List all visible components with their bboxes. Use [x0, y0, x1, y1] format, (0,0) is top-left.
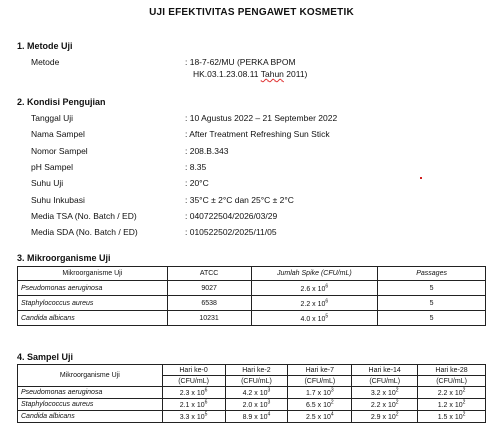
organism-cell: Candida albicans [18, 311, 168, 326]
col-header-spike: Jumlah Spike (CFU/mL) [251, 267, 378, 281]
count-cell [418, 399, 486, 411]
count-cell [225, 387, 288, 399]
table-row [18, 387, 486, 399]
count-cell [162, 411, 225, 423]
col-header-unit: (CFU/mL) [418, 376, 486, 387]
metode-value: : 18-7-62/MU (PERKA BPOM [185, 57, 296, 67]
exponent: 2 [462, 387, 466, 394]
count-cell [162, 399, 225, 411]
kondisi-value: : 208.B.343 [185, 145, 229, 156]
kondisi-value: : 35°C ± 2°C dan 25°C ± 2°C [185, 194, 294, 205]
exponent: 3 [267, 387, 271, 394]
exponent: 4 [330, 411, 334, 418]
exponent: 3 [330, 387, 334, 394]
organism-cell: Pseudomonas aeruginosa [18, 387, 163, 399]
col-header-day: Hari ke-2 [225, 365, 288, 376]
microorganism-table [17, 266, 486, 326]
col-header-day: Hari ke-7 [288, 365, 352, 376]
exponent: 5 [325, 313, 329, 320]
section-1-heading: 1. Metode Uji [17, 41, 73, 51]
exponent: 2 [462, 399, 466, 406]
kondisi-value: : 10 Agustus 2022 – 21 September 2022 [185, 113, 338, 123]
spike-cell [251, 281, 378, 296]
count-cell [288, 387, 352, 399]
col-header-unit: (CFU/mL) [288, 376, 352, 387]
kondisi-label: Nama Sampel [31, 129, 85, 140]
count-cell [225, 411, 288, 423]
exponent: 6 [325, 298, 329, 305]
col-header-day: Hari ke-14 [352, 365, 418, 376]
spike-value: 2.6 x $10^6$ [300, 283, 329, 293]
count-value: 2.9 x $10^2$ [370, 411, 399, 422]
count-cell [418, 387, 486, 399]
spike-cell [251, 311, 378, 326]
count-cell [288, 399, 352, 411]
count-cell [352, 387, 418, 399]
exponent: 2 [462, 411, 466, 418]
col-header-organism: Mikroorganisme Uji [18, 365, 163, 387]
col-header-organism: Mikroorganisme Uji [18, 267, 168, 281]
count-value: 3.2 x $10^2$ [370, 387, 399, 398]
count-value: 1.2 x $10^2$ [437, 399, 466, 410]
table-row [18, 311, 486, 326]
table-row [18, 296, 486, 311]
kondisi-label: Suhu Uji [31, 178, 64, 189]
atcc-cell: 10231 [167, 311, 251, 326]
spike-cell [251, 296, 378, 311]
count-value: 2.3 x $10^6$ [179, 387, 208, 398]
spike-value: 2.2 x $10^6$ [300, 298, 329, 308]
exponent: 6 [204, 399, 208, 406]
metode-ref-suffix: 2011) [283, 69, 308, 79]
metode-value-line2 [193, 69, 307, 79]
organism-cell: Pseudomonas aeruginosa [18, 281, 168, 296]
passages-cell: 5 [378, 311, 486, 326]
count-value: 2.2 x $10^2$ [370, 399, 399, 410]
exponent: 2 [330, 399, 334, 406]
kondisi-label: Suhu Inkubasi [31, 194, 85, 205]
col-header-unit: (CFU/mL) [225, 376, 288, 387]
organism-cell: Staphylococcus aureus [18, 399, 163, 411]
exponent: 2 [395, 399, 399, 406]
table-row [18, 281, 486, 296]
exponent: 5 [204, 411, 208, 418]
count-value: 3.3 x $10^5$ [179, 411, 208, 422]
count-cell [418, 411, 486, 423]
count-value: 2.2 x $10^2$ [437, 387, 466, 398]
count-value: 4.2 x $10^3$ [242, 387, 271, 398]
exponent: 2 [395, 387, 399, 394]
metode-ref-prefix: HK.03.1.23.08.11 [193, 69, 261, 79]
kondisi-label: pH Sampel [31, 161, 74, 172]
col-header-day: Hari ke-28 [418, 365, 486, 376]
exponent: 6 [204, 387, 208, 394]
passages-cell: 5 [378, 296, 486, 311]
count-cell [288, 411, 352, 423]
count-value: 1.5 x $10^2$ [437, 411, 466, 422]
count-cell [352, 399, 418, 411]
header-row-days [18, 365, 486, 376]
col-header-atcc: ATCC [167, 267, 251, 281]
organism-cell: Staphylococcus aureus [18, 296, 168, 311]
count-value: 6.5 x $10^2$ [305, 399, 334, 410]
kondisi-label: Media TSA (No. Batch / ED) [31, 210, 137, 221]
metode-label: Metode [31, 57, 60, 67]
kondisi-value: : 040722504/2026/03/29 [185, 210, 278, 221]
sample-table [17, 364, 486, 423]
exponent: 2 [395, 411, 399, 418]
count-value: 2.0 x $10^3$ [242, 399, 271, 410]
kondisi-label: Media SDA (No. Batch / ED) [31, 227, 138, 238]
document-title: UJI EFEKTIVITAS PENGAWET KOSMETIK [149, 7, 354, 18]
count-cell [162, 387, 225, 399]
section-4-heading: 4. Sampel Uji [17, 352, 74, 362]
exponent: 3 [267, 399, 271, 406]
atcc-cell: 6538 [167, 296, 251, 311]
col-header-day: Hari ke-0 [162, 365, 225, 376]
col-header-passages: Passages [378, 267, 486, 281]
kondisi-value: : 20°C [185, 178, 209, 189]
table-row [18, 411, 486, 423]
col-header-unit: (CFU/mL) [162, 376, 225, 387]
section-2-heading: 2. Kondisi Pengujian [17, 97, 106, 107]
kondisi-value: : 010522502/2025/11/05 [185, 227, 277, 238]
stray-mark [420, 177, 422, 179]
kondisi-label: Tanggal Uji [31, 113, 74, 123]
exponent: 4 [267, 411, 271, 418]
count-value: 8.9 x $10^4$ [242, 411, 271, 422]
count-value: 1.7 x $10^3$ [305, 387, 334, 398]
table-row [18, 399, 486, 411]
spell-flag-word: Tahun [260, 69, 284, 79]
atcc-cell: 9027 [167, 281, 251, 296]
col-header-unit: (CFU/mL) [352, 376, 418, 387]
kondisi-value: : 8.35 [185, 161, 207, 172]
exponent: 6 [325, 283, 329, 290]
count-cell [225, 399, 288, 411]
passages-cell: 5 [378, 281, 486, 296]
organism-cell: Candida albicans [18, 411, 163, 423]
kondisi-label: Nomor Sampel [31, 145, 88, 156]
spike-value: 4.0 x $10^5$ [300, 313, 329, 323]
kondisi-value: : After Treatment Refreshing Sun Stick [185, 129, 330, 140]
count-cell [352, 411, 418, 423]
count-value: 2.5 x $10^4$ [305, 411, 334, 422]
count-value: 2.1 x $10^6$ [179, 399, 208, 410]
section-3-heading: 3. Mikroorganisme Uji [17, 253, 111, 263]
